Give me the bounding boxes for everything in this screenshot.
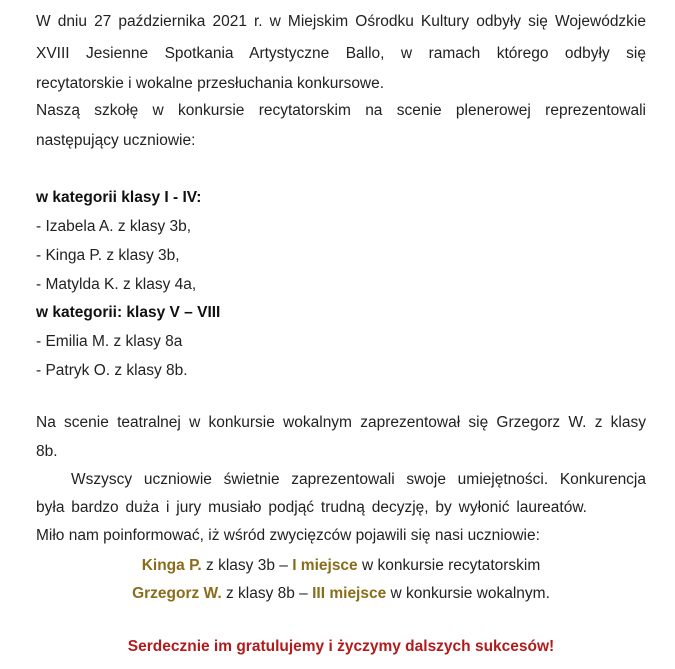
winner-place: III miejsce [312, 585, 387, 602]
winner-line-1 [36, 556, 646, 576]
winner-class: z klasy 3b – [201, 557, 293, 574]
intro-line-4: Naszą szkołę w konkursie recytatorskim na scenie plenerowej reprezentowali [36, 102, 646, 119]
list-item: - Matylda K. z klasy 4a, [36, 276, 197, 293]
closing-message: Serdecznie im gratulujemy i życzymy dalszych sukcesów! [127, 638, 555, 655]
winner-place: I miejsce [292, 557, 358, 574]
winner-contest: w konkursie recytatorskim [357, 557, 541, 574]
summary-line-1: Wszyscy uczniowie świetnie zaprezentowali swoje umiejętności. Konkurencja [71, 471, 646, 488]
winner-line-2 [36, 584, 646, 604]
summary-line-3: Miło nam poinformować, iż wśród zwycięzców pojawili się nasi uczniowie: [36, 527, 540, 544]
list-item: - Emilia M. z klasy 8a [36, 333, 183, 350]
winner-class: z klasy 8b – [221, 585, 313, 602]
intro-line-2: XVIII Jesienne Spotkania Artystyczne Ballo, w ramach którego odbyły się [36, 45, 646, 62]
vocal-line-1: Na scenie teatralnej w konkursie wokalnym zaprezentował się Grzegorz W. z klasy [36, 414, 646, 431]
intro-line-5: następujący uczniowie: [36, 132, 196, 149]
winner-name: Grzegorz W. [132, 585, 222, 602]
list-item: - Izabela A. z klasy 3b, [36, 218, 192, 235]
vocal-line-2: 8b. [36, 443, 58, 460]
category-2-heading: w kategorii: klasy V – VIII [36, 304, 221, 321]
winner-contest: w konkursie wokalnym. [386, 585, 550, 602]
list-item: - Patryk O. z klasy 8b. [36, 362, 188, 379]
winner-name: Kinga P. [141, 557, 202, 574]
category-1-heading: w kategorii klasy I - IV: [36, 189, 202, 206]
summary-line-2: była bardzo duża i jury musiało podjąć trudną decyzję, by wyłonić laureatów. [36, 499, 587, 516]
intro-line-3: recytatorskie i wokalne przesłuchania konkursowe. [36, 75, 385, 92]
list-item: - Kinga P. z klasy 3b, [36, 247, 180, 264]
intro-line-1: W dniu 27 października 2021 r. w Miejskim Ośrodku Kultury odbyły się Wojewódzkie [36, 13, 646, 30]
